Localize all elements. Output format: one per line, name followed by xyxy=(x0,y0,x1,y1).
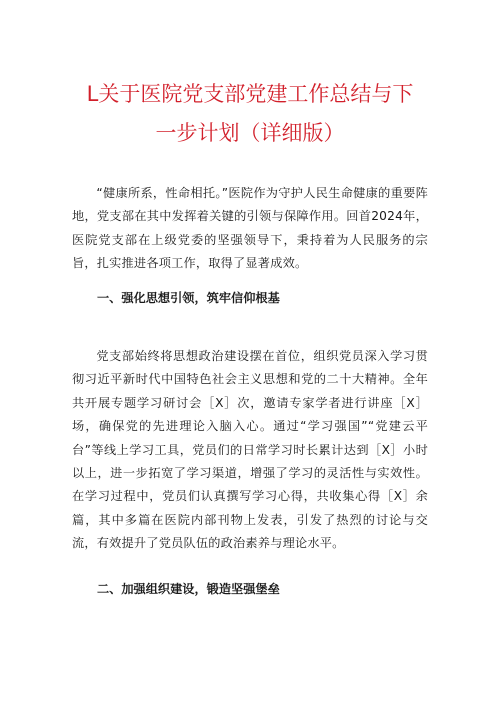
section-heading-2: 二、加强组织建设，锻造坚强堡垒 xyxy=(97,582,280,596)
section-1-paragraph: 党支部始终将思想政治建设摆在首位，组织党员深入学习贯彻习近平新时代中国特色社会主义思想和党的二十大精神。全年共开展专题学习研讨会［X］次，邀请专家学者进行讲座［X］场，确保党的先进理论入脑入心。通过“学习强国”“党建云平台”等线上学习工具，党员们的日常学习时长累计达到［X］小时以上，进一步拓宽了学习渠道，增强了学习的灵活性与实效性。在学习过程中，党员们认真撰写学习心得，共收集心得［X］余篇，其中多篇在医院内部刊物上发表，引发了热烈的讨论与交流，有效提升了党员队伍的政治素养与理论水平。 xyxy=(72,349,428,551)
document-title-line-1: L关于医院党支部党建工作总结与下 xyxy=(86,82,414,106)
section-heading-1: 一、强化思想引领，筑牢信仰根基 xyxy=(97,291,280,305)
intro-paragraph: “健康所系，性命相托。”医院作为守护人民生命健康的重要阵地，党支部在其中发挥着关键的引领与保障作用。回首2024年，医院党支部在上级党委的坚强领导下，秉持着为人民服务的宗旨，扎实推进各项工作，取得了显著成效。 xyxy=(72,186,428,271)
document-title-line-2: 一步计划（详细版） xyxy=(155,121,345,145)
